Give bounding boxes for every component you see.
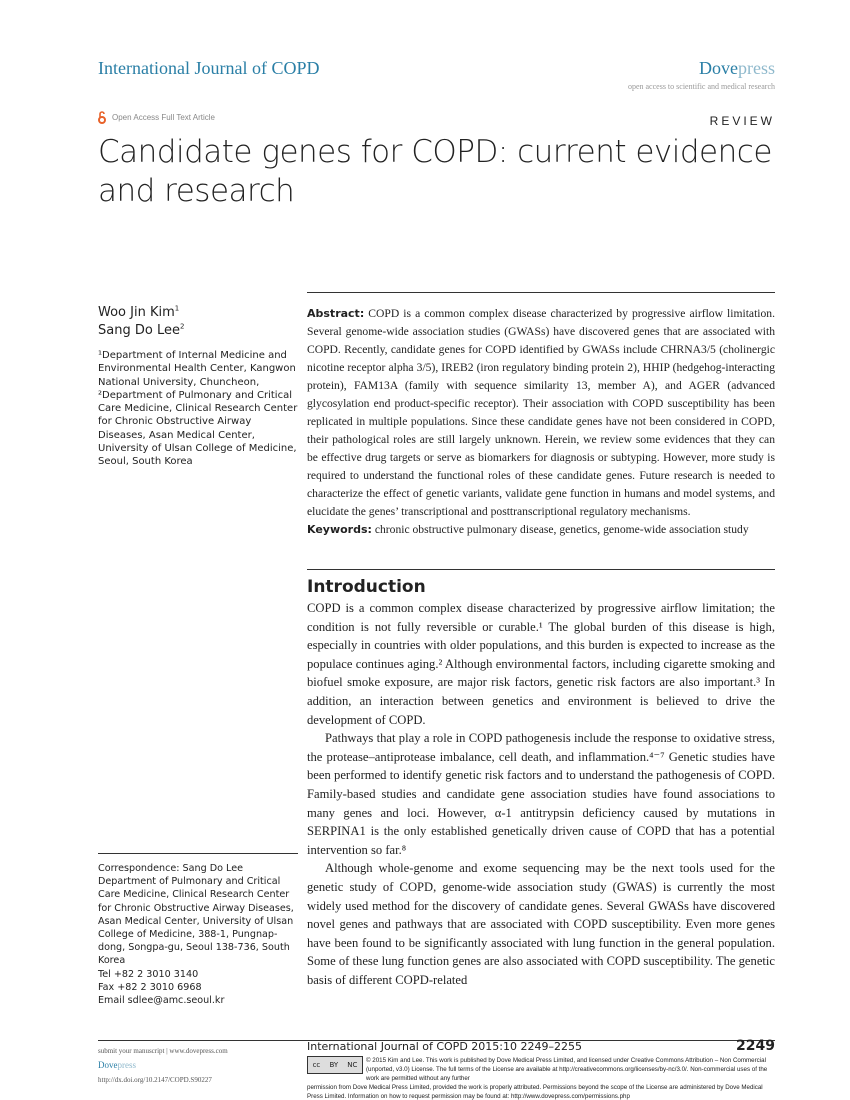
paragraph: COPD is a common complex disease characterized by progressive airflow limitation; the condition is not fully reversible or curable.¹ The global burden of this disease is high, especially in countries with older populations, and this burden is expected to increase as the populace continues aging.² Although environmental factors, including cigarette smoking and biofuel smoke exposure, are major risk factors, genetic risk factors are also important.³ In addition, an interaction between genetics and environment is believed to drive the development of COPD. xyxy=(307,601,775,727)
section-heading: Introduction xyxy=(307,577,426,597)
paragraph: Although whole-genome and exome sequencing may be the next tools used for the genetic study of COPD, genome-wide association study (GWAS) is currently the most widely used method for the discovery of candidate genes. Several GWASs have discovered novel genes and pathways that are associated with COPD susceptibility. Even more genes have been found to be significantly associated with lung function in the general population. Some of these lung function genes are also associated with COPD susceptibility. The genetic basis of different COPD-related xyxy=(307,861,775,987)
keywords-label: Keywords: xyxy=(307,523,372,536)
open-access-lock-icon xyxy=(98,111,106,124)
keywords: chronic obstructive pulmonary disease, genetics, genome-wide association study xyxy=(374,523,749,536)
author-list xyxy=(98,304,184,340)
logo-press: press xyxy=(738,58,775,78)
corr-name: Correspondence: Sang Do Lee xyxy=(98,863,244,874)
abstract-label: Abstract: xyxy=(307,307,365,320)
open-access-label: Open Access Full Text Article xyxy=(112,113,216,122)
footer-left xyxy=(98,1044,228,1087)
affiliations: ¹Department of Internal Medicine and Environmental Health Center, Kangwon National University, Chuncheon, ²Department of Pulmonary and Critical Care Medicine, Clinical Research Center for Chronic Obstructive Airway Diseases, Asan Medical Center, University of Ulsan College of Medicine, Seoul, South Korea xyxy=(98,350,298,468)
license-text-cont: permission from Dove Medical Press Limited, provided the work is properly attributed. Permissions beyond the scope of the License are administered by Dove Medical Press Limited. Information on how to request permission may be found at: http://www.dovepress.com/permissions.php xyxy=(307,1084,763,1100)
article-title: Candidate genes for COPD: current evidence and research xyxy=(98,134,772,209)
article-type: REVIEW xyxy=(709,114,775,128)
corr-address: Department of Pulmonary and Critical Care Medicine, Clinical Research Center for Chronic Obstructive Airway Diseases, Asan Medical Center, University of Ulsan College of Medicine, 388-1, Pungnap-dong, Songpa-gu, Seoul 138-736, South Korea xyxy=(98,876,294,967)
divider xyxy=(307,292,775,293)
logo-dove: Dove xyxy=(699,58,738,78)
author: Woo Jin Kim$^1$ xyxy=(98,304,180,320)
author: Sang Do Lee$^2$ xyxy=(98,322,185,338)
cc-license-icon[interactable]: cc BY NC xyxy=(307,1056,363,1074)
divider xyxy=(307,569,775,570)
publisher-tagline: open access to scientific and medical research xyxy=(627,82,775,91)
paragraph: Pathways that play a role in COPD pathogenesis include the response to oxidative stress, the protease–antiprotease imbalance, cell death, and inflammation.⁴⁻⁷ Genetic studies have been performed to identify genetic risk factors and to understand the pathogenesis of COPD. Family-based studies and candidate gene association studies have found associations to many genes and loci. However, α-1 antitrypsin deficiency caused by mutations in SERPINA1 is the only established genetically driven cause of COPD that has a potential intervention so far.⁸ xyxy=(307,731,775,857)
correspondence xyxy=(98,853,298,1007)
intro-body xyxy=(307,599,775,989)
footer-logo: Dovepress xyxy=(98,1060,136,1070)
submit-link[interactable]: submit your manuscript | www.dovepress.com xyxy=(98,1047,228,1055)
publisher-logo[interactable] xyxy=(699,58,775,79)
doi-link[interactable]: http://dx.doi.org/10.2147/COPD.S90227 xyxy=(98,1076,212,1084)
journal-title[interactable]: International Journal of COPD xyxy=(98,58,320,78)
license-text: © 2015 Kim and Lee. This work is published by Dove Medical Press Limited, and licensed under Creative Commons Attribution – Non Commercial (unported, v3.0) License. The full terms of the License are available at http://creativecommons.org/licenses/by-nc/3.0/. Non-commercial uses of the work are permitted without any further xyxy=(366,1057,768,1082)
abstract xyxy=(307,305,775,539)
abstract-text: COPD is a common complex disease characterized by progressive airflow limitation. Several genome-wide association studies (GWASs) have discovered genes that are associated with COPD. Recently, candidate genes for COPD identified by GWASs include CHRNA3/5 (cholinergic nicotine receptor alpha 3/5), IREB2 (iron regulatory binding protein 2), HHIP (hedgehog-interacting protein), FAM13A (family with sequence similarity 13, member A), and AGER (advanced glycosylation end product-specific receptor). Their association with COPD susceptibility has been replicated in multiple populations. Since these candidate genes have not been considered in COPD, their pathological roles are still largely unknown. Herein, we review some evidences that they can be effective drug targets or serve as biomarkers for diagnosis or subtyping. However, more study is required to understand the functional roles of these candidate genes. Future research is needed to characterize the effect of genetic variants, validate gene function in humans and model systems, and elucidate the genes’ transcriptional and posttranscriptional regulatory mechanisms. xyxy=(307,307,776,518)
corr-tel: Tel +82 2 3010 3140 xyxy=(98,968,199,980)
open-access-badge xyxy=(98,111,215,124)
corr-email[interactable]: Email sdlee@amc.seoul.kr xyxy=(98,995,225,1007)
corr-fax: Fax +82 2 3010 6968 xyxy=(98,981,202,993)
page-number: 2249 xyxy=(736,1038,775,1054)
citation: International Journal of COPD 2015:10 2249–2255 xyxy=(307,1040,582,1053)
